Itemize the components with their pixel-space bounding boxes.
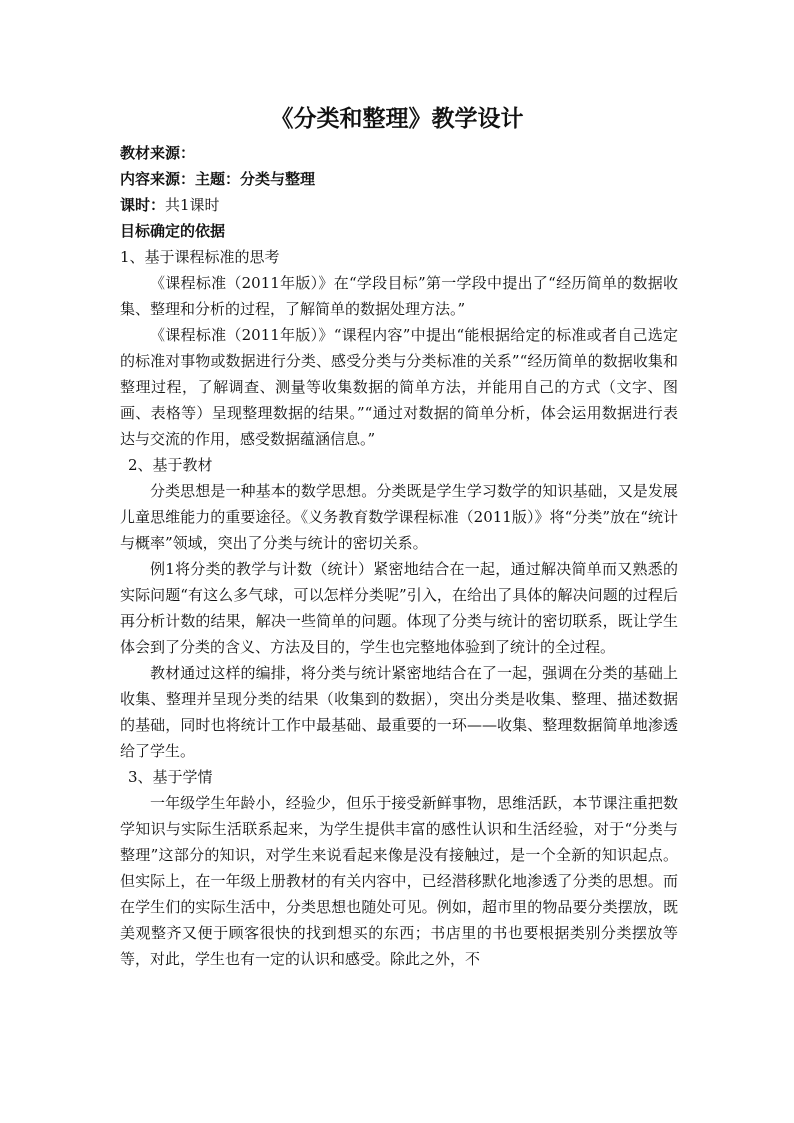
section-heading-textbook: 2、基于教材: [128, 456, 213, 474]
basis-heading: 目标确定的依据: [120, 222, 226, 240]
document-body: [120, 140, 678, 972]
paragraph: 《课程标准（2011年版）》“课程内容”中提出“能根据给定的标准或者自己选定的标准对事物或数据进行分类、感受分类与分类标准的关系”“经历简单的数据收集和整理过程，了解调查、测量等收集数据的简单方法，并能用自己的方式（文字、图画、表格等）呈现整理数据的结果。”“通过对数据的简单分析，体会运用数据进行表达与交流的作用，感受数据蕴涵信息。”: [120, 326, 678, 448]
class-period-line: [120, 192, 678, 218]
paragraph: 分类思想是一种基本的数学思想。分类既是学生学习数学的知识基础，又是发展儿童思维能力的重要途径。《义务教育数学课程标准（2011版）》将“分类”放在“统计与概率”领域，突出了分类与统计的密切关系。: [120, 482, 678, 552]
paragraph: 例1将分类的教学与计数（统计）紧密地结合在一起，通过解决简单而又熟悉的实际问题“有这么多气球，可以怎样分类呢”引入，在给出了具体的解决问题的过程后再分析计数的结果，解决一些简单的问题。体现了分类与统计的密切联系，既让学生体会到了分类的含义、方法及目的，学生也完整地体验到了统计的全过程。: [120, 560, 678, 656]
paragraph: 《课程标准（2011年版）》在“学段目标”第一学段中提出了“经历简单的数据收集、整理和分析的过程，了解简单的数据处理方法。”: [120, 274, 678, 318]
section-heading-students: 3、基于学情: [128, 768, 213, 786]
content-source-line: 内容来源：主题：分类与整理: [120, 170, 316, 188]
class-period-label: 课时：: [120, 196, 166, 214]
section-heading-curriculum: 1、基于课程标准的思考: [120, 248, 280, 266]
material-source-line: 教材来源：: [120, 144, 196, 162]
paragraph: 教材通过这样的编排，将分类与统计紧密地结合在了一起，强调在分类的基础上收集、整理并呈现分类的结果（收集到的数据），突出分类是收集、整理、描述数据的基础，同时也将统计工作中最基础、最重要的一环——收集、整理数据简单地渗透给了学生。: [120, 664, 678, 760]
class-period-value: 共1课时: [165, 196, 220, 214]
document-title: 《分类和整理》教学设计: [270, 105, 524, 132]
paragraph: 一年级学生年龄小，经验少，但乐于接受新鲜事物，思维活跃，本节课注重把数学知识与实际生活联系起来，为学生提供丰富的感性认识和生活经验，对于“分类与整理”这部分的知识，对学生来说看起来像是没有接触过，是一个全新的知识起点。但实际上，在一年级上册教材的有关内容中，已经潜移默化地渗透了分类的思想。而在学生们的实际生活中，分类思想也随处可见。例如，超市里的物品要分类摆放，既美观整齐又便于顾客很快的找到想买的东西；书店里的书也要根据类别分类摆放等等，对此，学生也有一定的认识和感受。除此之外，不: [120, 794, 678, 968]
